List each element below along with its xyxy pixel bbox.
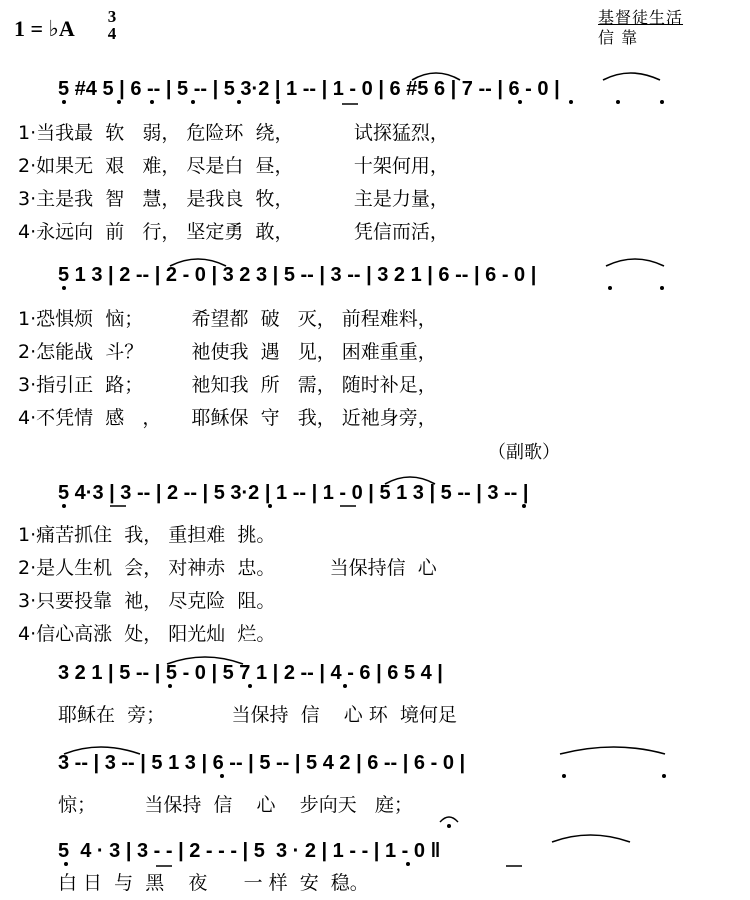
lyric-s2-v1: 1·恐惧烦 恼； 希望都 破 灭， 前程难料， bbox=[18, 308, 437, 330]
lyric-s3-v2: 2·是人生机 会， 对神赤 忠。 当保持信 心 bbox=[18, 557, 437, 579]
lyric-s2-v4: 4·不凭情 感 ， 耶稣保 守 我， 近祂身旁， bbox=[18, 407, 437, 429]
lyric-s5: 惊； 当保持 信 心 步向天 庭； bbox=[58, 794, 413, 816]
lyric-s2-v2: 2·怎能战 斗？ 祂使我 遇 见， 困难重重， bbox=[18, 341, 437, 363]
lyric-s1-v1: 1·当我最 软 弱， 危险环 绕， 试探猛烈， bbox=[18, 122, 449, 144]
lyric-s1-v2: 2·如果无 艰 难， 尽是白 昼， 十架何用， bbox=[18, 155, 449, 177]
lyric-s6: 白 日 与 黑 夜 一 样 安 稳。 bbox=[58, 872, 369, 894]
credit-title: 信 靠 bbox=[598, 28, 639, 47]
lyric-s3-v1: 1·痛苦抓住 我， 重担难 挑。 bbox=[18, 524, 276, 546]
fermata-mark bbox=[440, 817, 458, 822]
time-signature bbox=[104, 8, 120, 42]
lyric-s3-v3: 3·只要投靠 祂， 尽克险 阻。 bbox=[18, 590, 276, 612]
key-signature: 1 = ♭A bbox=[14, 16, 75, 41]
notes-system-6: 5 4 · 3 | 3 - - | 2 - - - | 5 3 · 2 | 1 - - | 1 - 0 ‖ bbox=[58, 840, 441, 862]
time-signature-top: 3 bbox=[107, 7, 117, 26]
lyric-s1-v3: 3·主是我 智 慧， 是我良 牧， 主是力量， bbox=[18, 188, 449, 210]
notes-system-4: 3 2 1 | 5 -- | 5 - 0 | 5 7 1 | 2 -- | 4 - 6 | 6 5 4 | bbox=[58, 662, 443, 684]
time-signature-bottom: 4 bbox=[107, 24, 117, 43]
notes-system-3: 5 4·3 | 3 -- | 2 -- | 5 3·2 | 1 -- | 1 - 0 | 5 1 3 | 5 -- | 3 -- | bbox=[58, 482, 529, 504]
lyric-s3-v4: 4·信心高涨 处， 阳光灿 烂。 bbox=[18, 623, 276, 645]
lyric-s4: 耶稣在 旁； 当保持 信 心 环 境何足 bbox=[58, 704, 457, 726]
chorus-label: （副歌） bbox=[488, 442, 560, 463]
credit-source: 基督徒生活 bbox=[598, 8, 684, 27]
lyric-s2-v3: 3·指引正 路； 祂知我 所 需， 随时补足， bbox=[18, 374, 437, 396]
notes-system-1: 5 #4 5 | 6 -- | 5 -- | 5 3·2 | 1 -- | 1 - 0 | 6 #5 6 | 7 -- | 6 - 0 | bbox=[58, 78, 560, 100]
notes-system-5: 3 -- | 3 -- | 5 1 3 | 6 -- | 5 -- | 5 4 2 | 6 -- | 6 - 0 | bbox=[58, 752, 466, 774]
notes-system-2: 5 1 3 | 2 -- | 2 - 0 | 3 2 3 | 5 -- | 3 -- | 3 2 1 | 6 -- | 6 - 0 | bbox=[58, 264, 537, 286]
lyric-s1-v4: 4·永远向 前 行， 坚定勇 敢， 凭信而活， bbox=[18, 221, 449, 243]
